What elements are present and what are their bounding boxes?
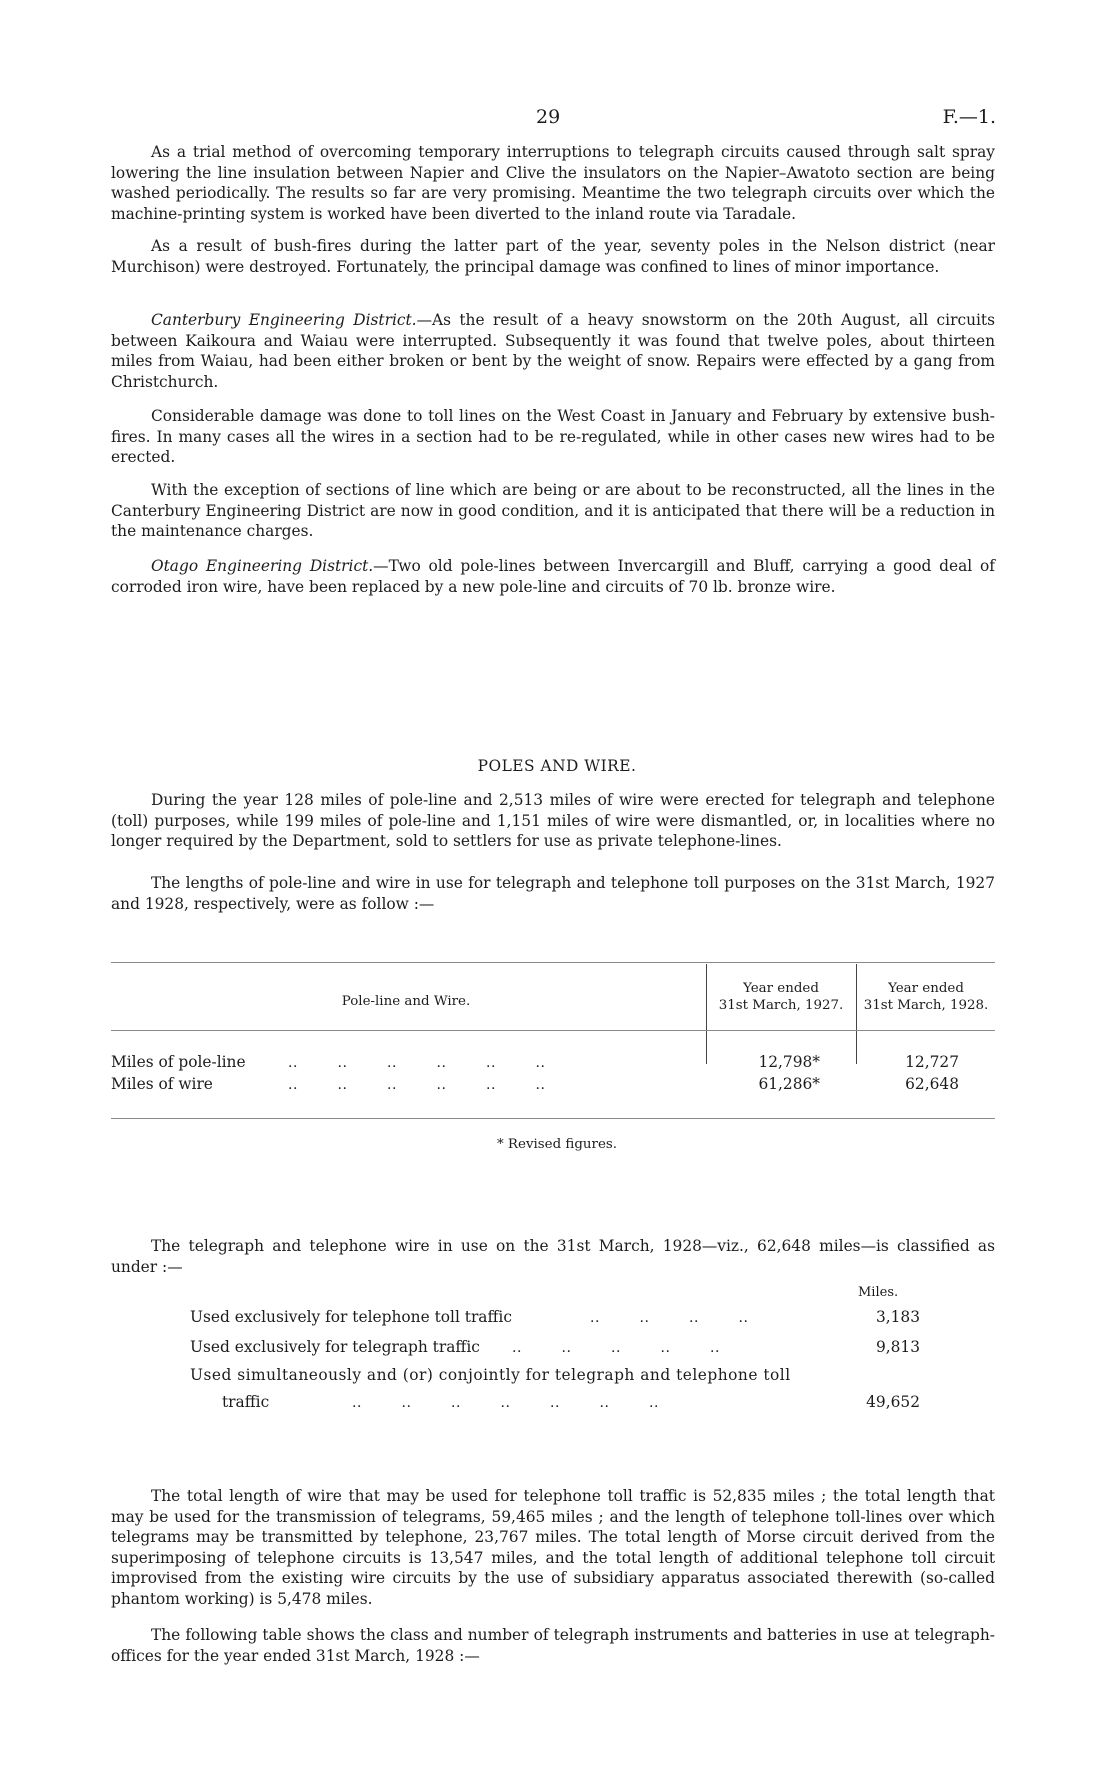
paragraph-lengths-intro: The lengths of pole-line and wire in use for telegraph and telephone toll purposes on the 31st March, 1927 and 1928, respectively, were as follow :— — [111, 874, 995, 913]
section-title: POLES AND WIRE. — [477, 757, 637, 775]
table-col-header-1928 — [857, 980, 995, 1014]
paragraph-total-lengths: The total length of wire that may be used for telephone toll traffic is 52,835 miles ; the total length that may be used for the transmission of telegrams, 59,465 miles ; and the length of telephone toll-lines over which telegrams may be transmitted by telephone, 23,767 miles. The total length of Morse circuit derived from the superimposing of telephone circuits is 13,547 miles, and the total length of additional telephone toll circuit improvised from the existing wire circuits by the use of subsidiary apparatus associated therewith (so-called phantom working) is 5,478 miles. — [111, 1487, 995, 1608]
row-label-wire: Miles of wire — [111, 1075, 213, 1093]
paragraph-instruments-intro: The following table shows the class and number of telegraph instruments and batteries in use at telegraph-offices for the year ended 31st March, 1928 :— — [111, 1626, 995, 1665]
row-value-wire-1928: 62,648 — [905, 1075, 959, 1093]
paragraph-bush-fires-nelson: As a result of bush-fires during the latter part of the year, seventy poles in the Nelson district (near Murchison) were destroyed. Fortunately, the principal damage was confined to lines of minor importance. — [111, 237, 995, 276]
table-bottom-rule — [111, 1118, 995, 1119]
paragraph-classification-intro: The telegraph and telephone wire in use on the 31st March, 1928—viz., 62,648 miles—is classified as under :— — [111, 1237, 995, 1276]
paragraph-west-coast: Considerable damage was done to toll lines on the West Coast in January and February by extensive bush-fires. In many cases all the wires in a section had to be re-regulated, while in other cases new wires had to be erected. — [111, 407, 995, 466]
table-header-rule — [111, 1030, 995, 1031]
header-1928-line2: 31st March, 1928. — [863, 998, 989, 1013]
leader-dots: .. .. .. .. .. .. .. — [352, 1395, 659, 1411]
header-1928-line1: Year ended — [888, 981, 964, 996]
row-value-pole-line-1928: 12,727 — [905, 1053, 959, 1071]
classification-value-telephone: 3,183 — [875, 1308, 920, 1326]
page-number: 29 — [536, 106, 561, 128]
otago-body: —Two old pole-lines between Invercargill and Bluff, carrying a good deal of corroded iron wire, have been replaced by a new pole-line and circuits of 70 lb. bronze wire. — [111, 557, 996, 596]
table-top-rule — [111, 962, 995, 963]
leader-dots: .. .. .. .. .. .. — [288, 1077, 546, 1093]
page-header — [0, 106, 1114, 136]
classification-label-telephone: Used exclusively for telephone toll traffic — [190, 1308, 512, 1326]
header-1927-line2: 31st March, 1927. — [718, 998, 844, 1013]
paragraph-poles-erected: During the year 128 miles of pole-line and 2,513 miles of wire were erected for telegraph and telephone (toll) purposes, while 199 miles of pole-line and 1,151 miles of wire were dismantled, or, in localities where no longer required by the Department, sold to settlers for use as private telephone-lines. — [111, 791, 995, 850]
unit-header: Miles. — [858, 1285, 899, 1300]
otago-heading: Otago Engineering District. — [151, 557, 374, 575]
table-col-header-1927 — [707, 980, 855, 1014]
paragraph-canterbury-snowstorm — [111, 310, 995, 392]
leader-dots: .. .. .. .. .. — [512, 1340, 720, 1356]
paragraph-canterbury-condition: With the exception of sections of line which are being or are about to be reconstructed, all the lines in the Canterbury Engineering District are now in good condition, and it is anticipated that there will be a reduction in the maintenance charges. — [111, 481, 995, 540]
classification-value-telegraph: 9,813 — [875, 1338, 920, 1356]
leader-dots: .. .. .. .. .. .. — [288, 1055, 546, 1071]
canterbury-heading: Canterbury Engineering District. — [151, 311, 417, 329]
row-label-pole-line: Miles of pole-line — [111, 1053, 246, 1071]
classification-label-simultaneous-cont: traffic — [222, 1393, 270, 1411]
row-value-wire-1927: 61,286* — [758, 1075, 820, 1093]
row-value-pole-line-1927: 12,798* — [758, 1053, 820, 1071]
document-reference: F.—1. — [942, 106, 996, 128]
paragraph-otago — [111, 556, 995, 597]
table-col-header-label: Pole-line and Wire. — [341, 994, 471, 1009]
classification-label-telegraph: Used exclusively for telegraph traffic — [190, 1338, 480, 1356]
leader-dots: .. .. .. .. — [590, 1310, 749, 1326]
table-footnote: * Revised figures. — [496, 1137, 617, 1152]
table-divider-1 — [706, 964, 707, 1064]
canterbury-body: —As the result of a heavy snowstorm on the 20th August, all circuits between Kaikoura and Waiau were interrupted. Subsequently it was found that twelve poles, about thirteen miles from Waiau, had been either broken or bent by the weight of snow. Repairs were effected by a gang from Christchurch. — [111, 311, 995, 391]
classification-label-simultaneous: Used simultaneously and (or) conjointly for telegraph and telephone toll — [190, 1366, 791, 1384]
header-1927-line1: Year ended — [743, 981, 819, 996]
table-divider-2 — [856, 964, 857, 1064]
classification-value-simultaneous: 49,652 — [866, 1393, 920, 1411]
paragraph-salt-spray: As a trial method of overcoming temporary interruptions to telegraph circuits caused through salt spray lowering the line insulation between Napier and Clive the insulators on the Napier–Awatoto section are being washed periodically. The results so far are very promising. Meantime the two telegraph circuits over which the machine-printing system is worked have been diverted to the inland route via Taradale. — [111, 143, 995, 223]
